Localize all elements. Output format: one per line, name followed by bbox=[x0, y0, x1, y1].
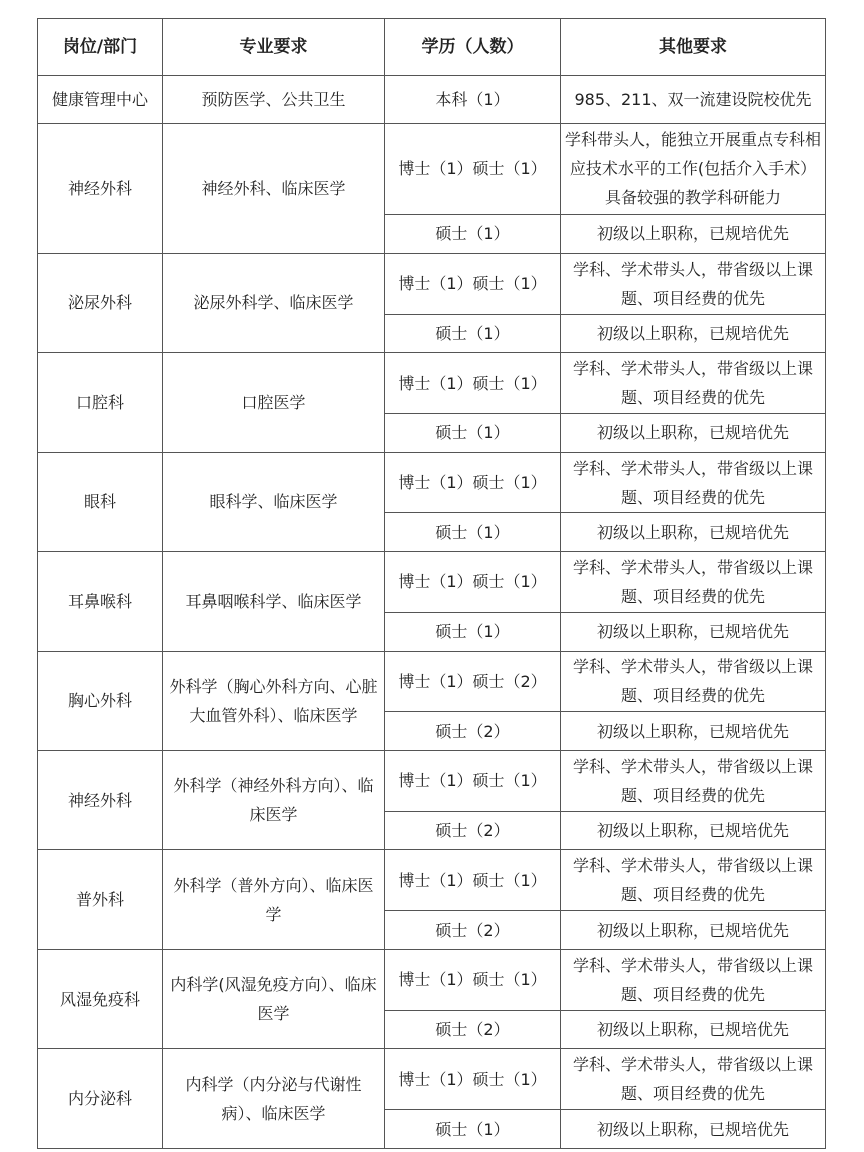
major-cell: 外科学（神经外科方向）、临床医学 bbox=[163, 750, 385, 849]
other-cell: 初级以上职称，已规培优先 bbox=[561, 712, 826, 751]
table-row bbox=[38, 1049, 826, 1110]
header-degree: 学历（人数） bbox=[385, 19, 561, 76]
dept-cell: 口腔科 bbox=[38, 353, 163, 452]
major-cell: 耳鼻咽喉科学、临床医学 bbox=[163, 552, 385, 651]
other-cell: 初级以上职称，已规培优先 bbox=[561, 1010, 826, 1049]
dept-cell: 内分泌科 bbox=[38, 1049, 163, 1149]
degree-cell: 硕士（1） bbox=[385, 513, 561, 552]
header-row bbox=[38, 19, 826, 76]
other-cell: 初级以上职称，已规培优先 bbox=[561, 215, 826, 254]
header-other: 其他要求 bbox=[561, 19, 826, 76]
dept-cell: 胸心外科 bbox=[38, 651, 163, 750]
other-cell: 学科、学术带头人，带省级以上课题、项目经费的优先 bbox=[561, 452, 826, 513]
dept-cell: 普外科 bbox=[38, 850, 163, 949]
other-cell: 初级以上职称，已规培优先 bbox=[561, 414, 826, 453]
table-row bbox=[38, 123, 826, 214]
table-row bbox=[38, 353, 826, 414]
other-cell: 学科带头人，能独立开展重点专科相应技术水平的工作(包括介入手术）具备较强的教学科研能力 bbox=[561, 123, 826, 214]
degree-cell: 博士（1）硕士（1） bbox=[385, 123, 561, 214]
degree-cell: 硕士（2） bbox=[385, 811, 561, 850]
other-cell: 初级以上职称，已规培优先 bbox=[561, 513, 826, 552]
degree-cell: 硕士（1） bbox=[385, 414, 561, 453]
table-row bbox=[38, 76, 826, 124]
degree-cell: 硕士（1） bbox=[385, 612, 561, 651]
dept-cell: 神经外科 bbox=[38, 750, 163, 849]
table-row bbox=[38, 452, 826, 513]
degree-cell: 博士（1）硕士（1） bbox=[385, 1049, 561, 1110]
dept-cell: 风湿免疫科 bbox=[38, 949, 163, 1048]
degree-cell: 硕士（2） bbox=[385, 1010, 561, 1049]
table-row bbox=[38, 850, 826, 911]
table-row bbox=[38, 750, 826, 811]
major-cell: 内科学(风湿免疫方向）、临床医学 bbox=[163, 949, 385, 1048]
degree-cell: 博士（1）硕士（1） bbox=[385, 452, 561, 513]
table-row bbox=[38, 651, 826, 712]
other-cell: 初级以上职称，已规培优先 bbox=[561, 612, 826, 651]
other-cell: 初级以上职称，已规培优先 bbox=[561, 811, 826, 850]
header-dept: 岗位/部门 bbox=[38, 19, 163, 76]
other-cell: 学科、学术带头人，带省级以上课题、项目经费的优先 bbox=[561, 253, 826, 314]
major-cell: 预防医学、公共卫生 bbox=[163, 76, 385, 124]
dept-cell: 眼科 bbox=[38, 452, 163, 551]
degree-cell: 博士（1）硕士（1） bbox=[385, 850, 561, 911]
degree-cell: 硕士（1） bbox=[385, 314, 561, 353]
major-cell: 外科学（胸心外科方向、心脏大血管外科）、临床医学 bbox=[163, 651, 385, 750]
header-major: 专业要求 bbox=[163, 19, 385, 76]
major-cell: 内科学（内分泌与代谢性病）、临床医学 bbox=[163, 1049, 385, 1149]
table-row bbox=[38, 253, 826, 314]
major-cell: 口腔医学 bbox=[163, 353, 385, 452]
degree-cell: 博士（1）硕士（1） bbox=[385, 949, 561, 1010]
other-cell: 学科、学术带头人，带省级以上课题、项目经费的优先 bbox=[561, 750, 826, 811]
other-cell: 初级以上职称，已规培优先 bbox=[561, 314, 826, 353]
table-row bbox=[38, 949, 826, 1010]
degree-cell: 博士（1）硕士（1） bbox=[385, 552, 561, 613]
degree-cell: 硕士（1） bbox=[385, 215, 561, 254]
dept-cell: 泌尿外科 bbox=[38, 253, 163, 352]
degree-cell: 博士（1）硕士（1） bbox=[385, 353, 561, 414]
major-cell: 眼科学、临床医学 bbox=[163, 452, 385, 551]
other-cell: 学科、学术带头人，带省级以上课题、项目经费的优先 bbox=[561, 1049, 826, 1110]
other-cell: 初级以上职称，已规培优先 bbox=[561, 911, 826, 950]
other-cell: 985、211、双一流建设院校优先 bbox=[561, 76, 826, 124]
dept-cell: 健康管理中心 bbox=[38, 76, 163, 124]
other-cell: 学科、学术带头人，带省级以上课题、项目经费的优先 bbox=[561, 552, 826, 613]
other-cell: 学科、学术带头人，带省级以上课题、项目经费的优先 bbox=[561, 353, 826, 414]
degree-cell: 本科（1） bbox=[385, 76, 561, 124]
other-cell: 学科、学术带头人，带省级以上课题、项目经费的优先 bbox=[561, 651, 826, 712]
degree-cell: 硕士（1） bbox=[385, 1110, 561, 1149]
dept-cell: 神经外科 bbox=[38, 123, 163, 253]
table-row bbox=[38, 552, 826, 613]
degree-cell: 博士（1）硕士（1） bbox=[385, 750, 561, 811]
degree-cell: 博士（1）硕士（1） bbox=[385, 253, 561, 314]
degree-cell: 硕士（2） bbox=[385, 712, 561, 751]
other-cell: 学科、学术带头人，带省级以上课题、项目经费的优先 bbox=[561, 850, 826, 911]
major-cell: 泌尿外科学、临床医学 bbox=[163, 253, 385, 352]
dept-cell: 耳鼻喉科 bbox=[38, 552, 163, 651]
major-cell: 外科学（普外方向）、临床医学 bbox=[163, 850, 385, 949]
major-cell: 神经外科、临床医学 bbox=[163, 123, 385, 253]
other-cell: 初级以上职称，已规培优先 bbox=[561, 1110, 826, 1149]
other-cell: 学科、学术带头人，带省级以上课题、项目经费的优先 bbox=[561, 949, 826, 1010]
degree-cell: 硕士（2） bbox=[385, 911, 561, 950]
recruitment-table bbox=[37, 18, 826, 1149]
degree-cell: 博士（1）硕士（2） bbox=[385, 651, 561, 712]
